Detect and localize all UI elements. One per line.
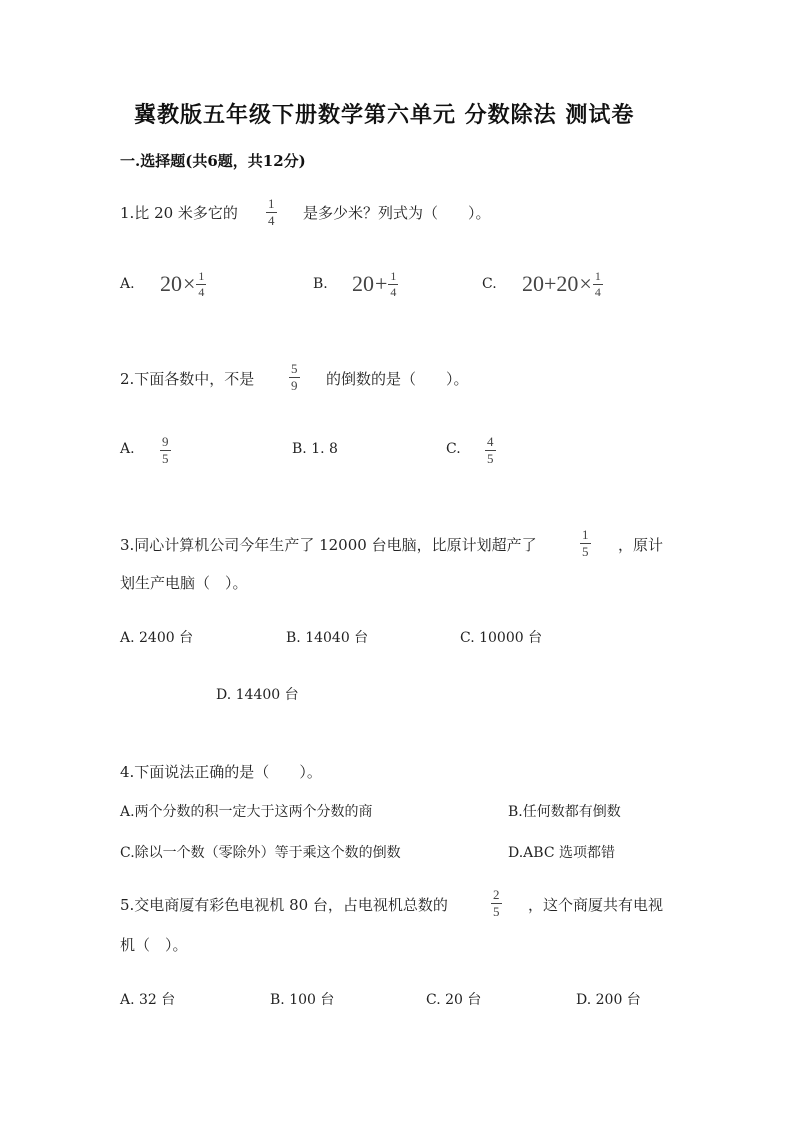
q1-c-den: 4 bbox=[594, 285, 601, 299]
q1-b-num: 1 bbox=[390, 269, 397, 283]
q1-option-b-expr[interactable] bbox=[352, 270, 398, 298]
q1-c-fraction bbox=[593, 270, 603, 298]
q4-option-b[interactable]: B.任何数都有倒数 bbox=[508, 804, 621, 820]
q1-b-base: 20 bbox=[352, 271, 374, 296]
q3-line2: 划生产电脑（ ）。 bbox=[120, 574, 248, 592]
q1-b-fraction bbox=[388, 270, 398, 298]
q5-option-d[interactable]: D. 200 台 bbox=[576, 992, 641, 1008]
q1-a-base: 20 bbox=[160, 271, 182, 296]
q2-option-c-label[interactable]: C. bbox=[446, 441, 461, 457]
q2-option-c-fraction[interactable] bbox=[485, 435, 496, 465]
q3-option-c[interactable]: C. 10000 台 bbox=[460, 630, 543, 646]
q5-option-a[interactable]: A. 32 台 bbox=[120, 992, 176, 1008]
q1-option-c-label[interactable]: C. bbox=[482, 276, 497, 292]
q2-c-num: 4 bbox=[487, 434, 494, 449]
q3-frac-den: 5 bbox=[582, 544, 589, 559]
q5-frac-num: 2 bbox=[493, 887, 500, 902]
q3-prefix: 3.同心计算机公司今年生产了 12000 台电脑，比原计划超产了 bbox=[120, 536, 537, 554]
q2-suffix: 的倒数的是（ ）。 bbox=[326, 370, 469, 388]
q1-b-den: 4 bbox=[390, 285, 397, 299]
q2-prefix: 2.下面各数中，不是 bbox=[120, 370, 255, 388]
q4-option-a[interactable]: A.两个分数的积一定大于这两个分数的商 bbox=[120, 804, 373, 820]
q1-option-a-label[interactable]: A. bbox=[120, 276, 135, 292]
q1-a-fraction bbox=[196, 270, 206, 298]
q5-frac-den: 5 bbox=[493, 904, 500, 919]
q5-fraction bbox=[491, 888, 502, 918]
page-title: 冀教版五年级下册数学第六单元 分数除法 测试卷 bbox=[134, 102, 635, 128]
q1-c-base: 20+20 bbox=[522, 271, 579, 296]
q1-a-num: 1 bbox=[198, 269, 205, 283]
q5-line2: 机（ ）。 bbox=[120, 936, 188, 954]
q5-suffix: ，这个商厦共有电视 bbox=[528, 896, 664, 914]
q2-fraction bbox=[289, 362, 300, 392]
q1-fraction bbox=[266, 197, 277, 227]
q5-prefix: 5.交电商厦有彩色电视机 80 台，占电视机总数的 bbox=[120, 896, 448, 914]
q3-fraction bbox=[580, 528, 591, 558]
q2-option-b[interactable]: B. 1. 8 bbox=[292, 441, 338, 457]
section-heading: 一.选择题(共6题，共12分) bbox=[120, 152, 306, 170]
q4-option-d[interactable]: D.ABC 选项都错 bbox=[508, 845, 615, 861]
q1-option-b-label[interactable]: B. bbox=[313, 276, 328, 292]
q3-option-a[interactable]: A. 2400 台 bbox=[120, 630, 194, 646]
q1-c-op: × bbox=[579, 271, 592, 296]
q1-suffix: 是多少米？列式为（ ）。 bbox=[303, 204, 491, 222]
q1-a-den: 4 bbox=[198, 285, 205, 299]
q3-option-b[interactable]: B. 14040 台 bbox=[286, 630, 369, 646]
q5-option-c[interactable]: C. 20 台 bbox=[426, 992, 482, 1008]
q3-frac-num: 1 bbox=[582, 527, 589, 542]
q3-suffix: ，原计 bbox=[618, 536, 664, 554]
q1-option-a-expr[interactable] bbox=[160, 270, 206, 298]
q2-frac-den: 9 bbox=[291, 378, 298, 393]
q2-option-a-label[interactable]: A. bbox=[120, 441, 135, 457]
q1-frac-num: 1 bbox=[268, 196, 275, 211]
q2-option-a-fraction[interactable] bbox=[160, 435, 171, 465]
q2-frac-num: 5 bbox=[291, 361, 298, 376]
q1-frac-den: 4 bbox=[268, 213, 275, 228]
q4-option-c[interactable]: C.除以一个数（零除外）等于乘这个数的倒数 bbox=[120, 845, 401, 861]
q1-b-op: + bbox=[375, 271, 388, 296]
q2-c-den: 5 bbox=[487, 451, 494, 466]
q5-option-b[interactable]: B. 100 台 bbox=[270, 992, 335, 1008]
q1-c-num: 1 bbox=[594, 269, 601, 283]
q3-option-d[interactable]: D. 14400 台 bbox=[216, 687, 299, 703]
q1-a-op: × bbox=[183, 271, 196, 296]
q2-a-num: 9 bbox=[162, 434, 169, 449]
q1-option-c-expr[interactable] bbox=[522, 270, 603, 298]
q2-a-den: 5 bbox=[162, 451, 169, 466]
q1-prefix: 1.比 20 米多它的 bbox=[120, 204, 238, 222]
q4-text: 4.下面说法正确的是（ ）。 bbox=[120, 763, 322, 781]
